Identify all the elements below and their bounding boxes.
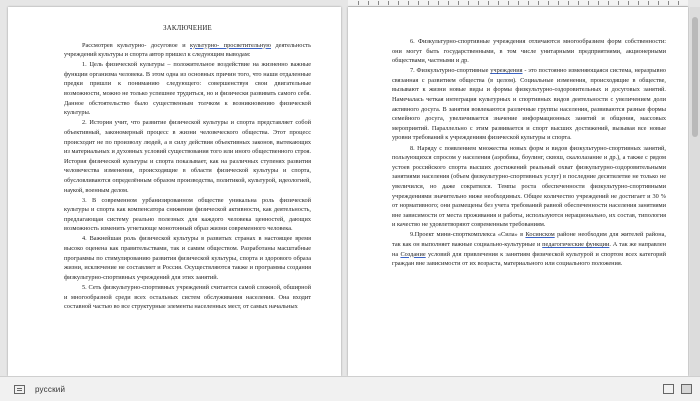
text-run: деятельность учреждений культуры и спорта автор пришел к следующим выводам: bbox=[64, 41, 312, 59]
read-mode-icon[interactable] bbox=[663, 384, 674, 394]
text-run: Рассмотрев культурно- досуговое и bbox=[82, 41, 191, 49]
conclusion-heading: ЗАКЛЮЧЕНИЕ bbox=[163, 25, 212, 32]
text-run: районе необходим для жителей района, так как он выполняет важные социально-культурные и bbox=[392, 231, 666, 248]
underlined-word: культурно- просветительную bbox=[190, 41, 271, 49]
document-page-left[interactable] bbox=[8, 7, 341, 376]
underlined-word: Создание bbox=[400, 250, 426, 258]
text-run: - это постоянно изменяющаяся система, неразрывно связанная с развитием общества (в целом). Социальные изменения, происходящие в обществе, вызывают к жизни новые виды и формы физкультурно-оздоровительных и досуговых занятий. Намечалась четкая интеграция культурных и спортивных видов деятельности с увеличением доли активного досуга. В занятия вовлекаются различные группы населения, развиваются разные формы семейного досуга, увеличивается значение информационных занятий и общения, массовых мероприятий. Параллельно с этим развивается и спорт высших достижений, вызывая все новые уровни требований к учреждениям физической культуры и спорта. bbox=[392, 67, 666, 142]
intro-paragraph bbox=[64, 41, 311, 60]
underlined-word: педагогические функции bbox=[542, 240, 610, 248]
text-run: 7. Физкультурно-спортивные bbox=[410, 67, 491, 75]
paragraph-9 bbox=[392, 230, 666, 268]
page-text-left bbox=[64, 21, 311, 376]
underlined-word: учреждения bbox=[490, 67, 523, 75]
view-mode-group bbox=[663, 384, 692, 394]
status-bar bbox=[0, 376, 700, 401]
paragraph-7 bbox=[392, 66, 666, 143]
document-page-right[interactable] bbox=[348, 7, 688, 376]
paragraph-8: 8. Наряду с появлением множества новых форм и видов физкультурно-спортивных занятий, пользующихся спросом у населения (аэробика, боулинг, сквош, скалолазание и др.), а также с рядом устоев российского спорта высших достижений реальный охват физкультурно-оздоровительными занятиями населения (объем физкультурно-спортивных услуг) в последние десятилетие не только не увеличился, но даже сократился. Темпы роста обеспеченности физкультурно-спортивными учреждениями значительно ниже необходимых. Общее количество учреждений не достигает и 30 % от нормативного; они размещены без учета требований равной обеспеченности населения занятиями вне зависимости от места проживания и работы, используются нерационально, их состав, типология и качество не удовлетворяют современным требованиям. bbox=[392, 144, 666, 229]
underlined-word: Косинском bbox=[525, 231, 555, 239]
paragraph-3: 3. В современном урбанизированном обществе уникальна роль физической культуры и спорта как компенсатора снижения физической активности, как деятельность, предлагающая систему реально полезных для каждого человека ценностей, дающих возможность изменить угнетающе монотонный образ жизни современного человека. bbox=[64, 196, 311, 233]
horizontal-ruler bbox=[348, 0, 688, 7]
text-run: . А так же направлен на bbox=[392, 240, 666, 258]
vertical-scrollbar[interactable] bbox=[690, 7, 700, 377]
print-layout-icon[interactable] bbox=[681, 384, 692, 394]
page-text-right bbox=[392, 37, 666, 376]
scrollbar-thumb[interactable] bbox=[692, 17, 698, 137]
paragraph-6: 6. Физкультурно-спортивные учреждения отличаются многообразием форм собственности: они могут быть государственными, в том числе унитарными предприятиями, акционерными обществами, частными и др. bbox=[392, 38, 666, 65]
paragraph-2: 2. История учит, что развитие физической культуры и спорта представляет собой объективный, закономерный процесс в жизни человеческого общества. Этот процесс происходит не по произволу людей, а в силу действия объективных законов, вытекающих из материальных и духовных условий существования того или иного общественного строя. История физической культуры и спорта показывает, как на различных ступенях развития человечества изменения, происходящие в области физической культуры и спорта, обусловливаются определённым образом производства, политикой, культурой, идеологией, наукой, военным делом. bbox=[64, 119, 311, 194]
text-run: условий для привлечения к занятиям физической культурой и спортом всех категорий граждан вне зависимости от их возраста, материального или социального положения. bbox=[392, 250, 666, 268]
paragraph-1: 1. Цель физической культуры – положительное воздействие на жизненно важные функции организма человека. В этом одна из основных причин того, что наши отдаленные предки пришли к пониманию следующего: совершенствуя свои двигательные возможности, можно не только успешнее трудиться, но и физически развивать самого себя. Данное обстоятельство было существенным толчком к возникновению физической культуры. bbox=[64, 61, 311, 117]
paragraph-5: 5. Сеть физкультурно-спортивных учреждений считается самой сложной, обширной и многообразной среди всех остальных систем обслуживания населения. Она входит составной частью во все структурные элементы населенных мест, от самых начальных bbox=[64, 283, 311, 311]
proofing-icon[interactable] bbox=[14, 385, 25, 394]
text-run: 9.Проект мини-спорткомплекса «Сила» в bbox=[410, 231, 526, 239]
paragraph-4: 4. Важнейшая роль физической культуры в развитых странах в настоящее время высоко оценена как правительствами, так и самим обществом. Разработаны масштабные программы по стимулированию развития физической культуры, спорта и здорового образа жизни, исключение не составляет и Россия. Осуществляются также и программы создания физкультурно-спортивных учреждений для этих занятий. bbox=[64, 235, 311, 281]
language-indicator[interactable]: русский bbox=[35, 384, 66, 394]
